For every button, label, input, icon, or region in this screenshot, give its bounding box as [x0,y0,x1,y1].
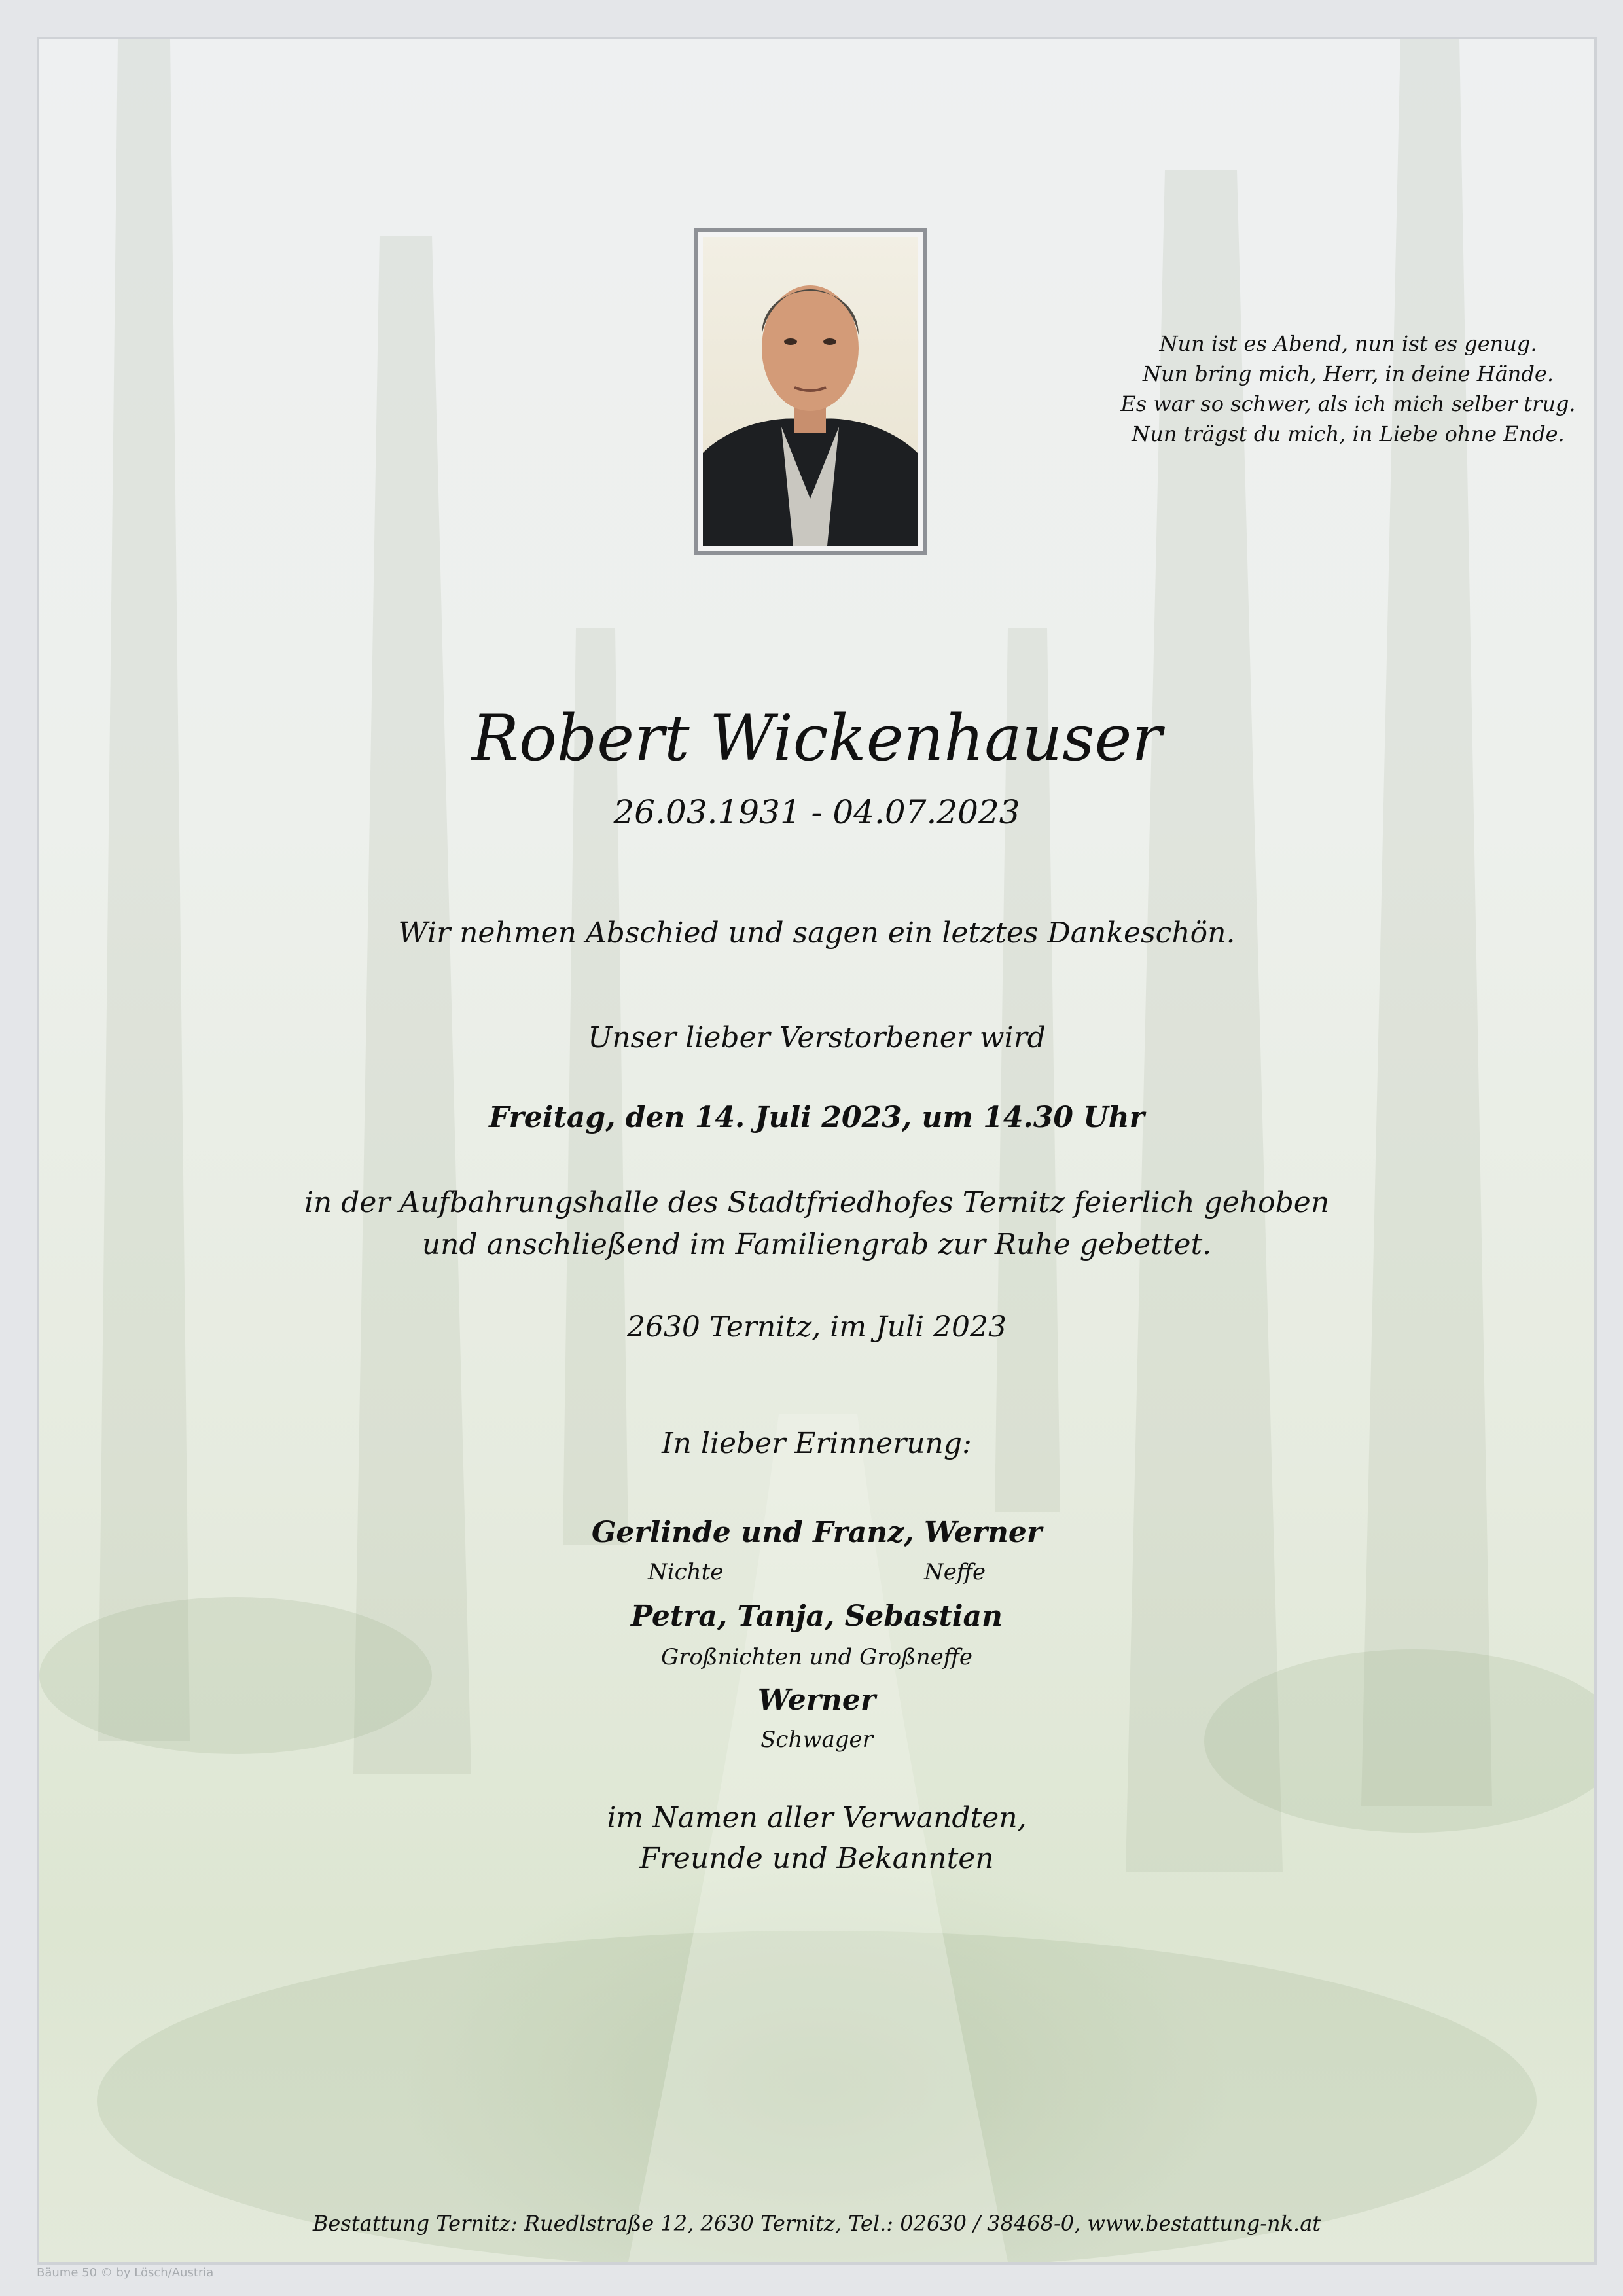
mourner-role: Nichte [648,1559,724,1585]
memory-heading: In lieber Erinnerung: [662,1427,972,1460]
location-line: und anschließend im Familiengrab zur Ruhe gebettet. [421,1228,1212,1261]
mourner-role: Großnichten und Großneffe [661,1644,972,1670]
farewell-text: Wir nehmen Abschied und sagen ein letztes Dankeschön. [398,916,1236,950]
portrait-frame [694,228,927,555]
parte-card [37,37,1597,2265]
copyright-watermark: Bäume 50 © by Lösch/Austria [37,2266,214,2280]
poem-line: Nun ist es Abend, nun ist es genug. [1159,331,1537,356]
place-date: 2630 Ternitz, im Juli 2023 [626,1310,1007,1344]
poem-line: Nun bring mich, Herr, in deine Hände. [1143,361,1554,386]
funeral-home-footer: Bestattung Ternitz: Ruedlstraße 12, 2630 Ternitz, Tel.: 02630 / 38468-0, www.bestattung-nk.at [312,2211,1321,2236]
mourner-role: Neffe [924,1559,986,1585]
portrait-photo [703,237,918,546]
poem [1086,329,1597,449]
life-dates: 26.03.1931 - 04.07.2023 [613,793,1020,831]
closing-line: im Namen aller Verwandten, [607,1801,1027,1835]
poem-line: Es war so schwer, als ich mich selber trug. [1120,391,1576,416]
poem-line: Nun trägst du mich, in Liebe ohne Ende. [1132,422,1565,446]
funeral-date-time: Freitag, den 14. Juli 2023, um 14.30 Uhr [489,1101,1145,1134]
mourner-names: Petra, Tanja, Sebastian [630,1600,1003,1633]
announcement-intro: Unser lieber Verstorbener wird [588,1021,1046,1054]
closing-line: Freunde und Bekannten [639,1842,994,1875]
mourner-role: Schwager [760,1727,873,1753]
location-line: in der Aufbahrungshalle des Stadtfriedhofes Ternitz feierlich gehoben [304,1186,1330,1219]
mourner-names: Gerlinde und Franz, Werner [591,1516,1043,1549]
mourner-names: Werner [757,1683,876,1717]
deceased-name: Robert Wickenhauser [471,702,1162,775]
